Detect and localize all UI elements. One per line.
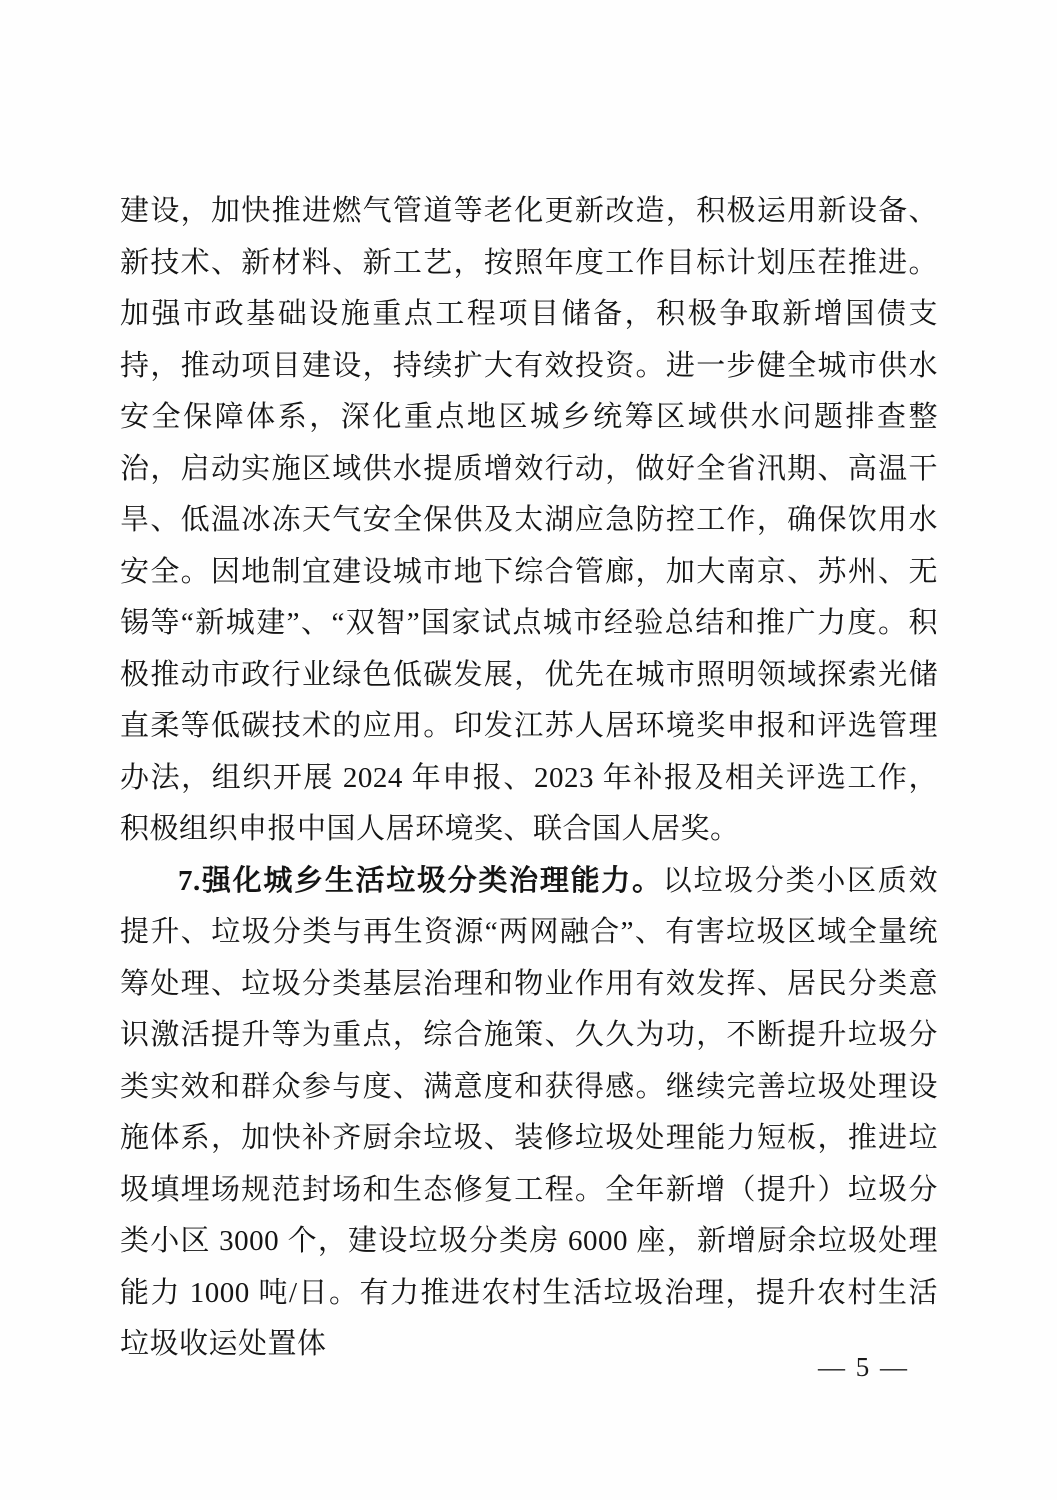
paragraph-7-heading: 7.强化城乡生活垃圾分类治理能力。 (178, 864, 663, 897)
paragraph-continuation: 建设，加快推进燃气管道等老化更新改造，积极运用新设备、新技术、新材料、新工艺，按照年度工作目标计划压茬推进。加强市政基础设施重点工程项目储备，积极争取新增国债支持，推动项目建设，持续扩大有效投资。进一步健全城市供水安全保障体系，深化重点地区城乡统筹区域供水问题排查整治，启动实施区域供水提质增效行动，做好全省汛期、高温干旱、低温冰冻天气安全保供及太湖应急防控工作，确保饮用水安全。因地制宜建设城市地下综合管廊，加大南京、苏州、无锡等“新城建”、“双智”国家试点城市经验总结和推广力度。积极推动市政行业绿色低碳发展，优先在城市照明领域探索光储直柔等低碳技术的应用。印发江苏人居环境奖申报和评选管理办法，组织开展 2024 年申报、2023 年补报及相关评选工作，积极组织申报中国人居环境奖、联合国人居奖。 (120, 195, 938, 845)
document-body (120, 186, 938, 1371)
paragraph-7-body: 以垃圾分类小区质效提升、垃圾分类与再生资源“两网融合”、有害垃圾区域全量统筹处理、垃圾分类基层治理和物业作用有效发挥、居民分类意识激活提升等为重点，综合施策、久久为功，不断提升垃圾分类实效和群众参与度、满意度和获得感。继续完善垃圾处理设施体系，加快补齐厨余垃圾、装修垃圾处理能力短板，推进垃圾填埋场规范封场和生态修复工程。全年新增（提升）垃圾分类小区 3000 个，建设垃圾分类房 6000 座，新增厨余垃圾处理能力 1000 吨/日。有力推进农村生活垃圾治理，提升农村生活垃圾收运处置体 (120, 864, 938, 1360)
page-number: — 5 — (818, 1352, 909, 1382)
paragraph-item-7 (120, 856, 938, 1371)
